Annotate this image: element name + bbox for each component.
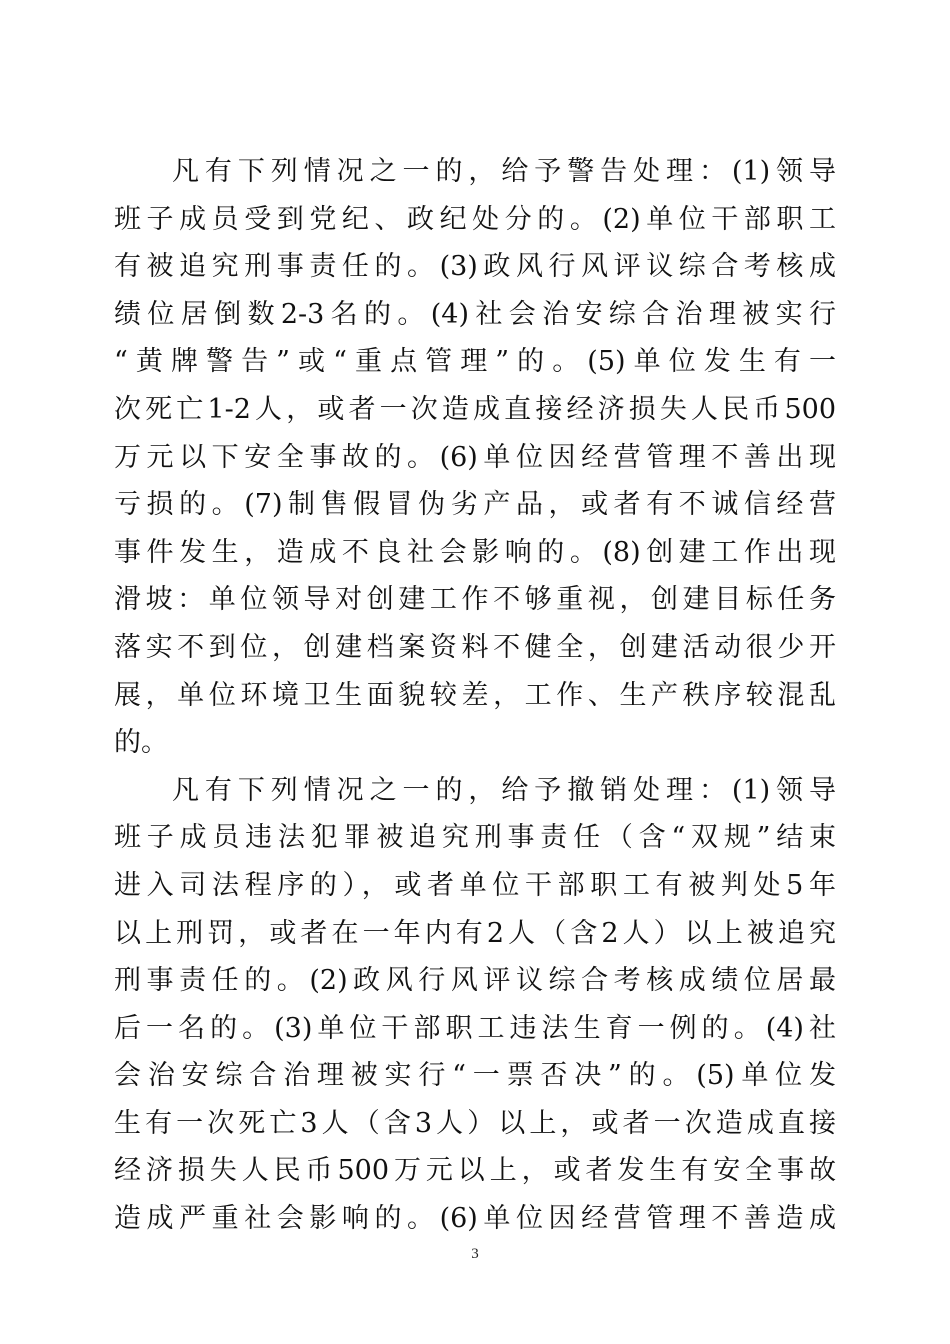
paragraph-revocation <box>114 767 836 1243</box>
text-line: 亏损的。(7)制售假冒伪劣产品，或者有不诚信经营 <box>114 489 836 521</box>
text-line: 的。 <box>114 727 168 759</box>
text-line: 有被追究刑事责任的。(3)政风行风评议综合考核成 <box>114 251 836 283</box>
text-line: 凡有下列情况之一的，给予警告处理：(1)领导 <box>172 156 836 187</box>
text-line: 班子成员受到党纪、政纪处分的。(2)单位干部职工 <box>114 203 836 235</box>
text-line: 刑事责任的。(2)政风行风评议综合考核成绩位居最 <box>114 965 836 997</box>
text-line: 绩位居倒数2-3名的。(4)社会治安综合治理被实行 <box>114 298 836 330</box>
text-line: 后一名的。(3)单位干部职工违法生育一例的。(4)社 <box>114 1012 836 1044</box>
text-line: 事件发生，造成不良社会影响的。(8)创建工作出现 <box>114 536 836 568</box>
text-line: 以上刑罚，或者在一年内有2人（含2人）以上被追究 <box>114 917 836 949</box>
text-line: 滑坡：单位领导对创建工作不够重视，创建目标任务 <box>114 584 836 616</box>
text-line: 进入司法程序的），或者单位干部职工有被判处5年 <box>114 869 836 901</box>
paragraph-warning <box>114 148 836 767</box>
text-line: 班子成员违法犯罪被追究刑事责任（含“双规”结束 <box>114 822 836 854</box>
text-line: “黄牌警告”或“重点管理”的。(5)单位发生有一 <box>114 346 836 378</box>
text-line: 次死亡1-2人，或者一次造成直接经济损失人民币500 <box>114 393 836 425</box>
body-text <box>114 148 836 1243</box>
text-line: 会治安综合治理被实行“一票否决”的。(5)单位发 <box>114 1060 836 1092</box>
text-line: 展，单位环境卫生面貌较差，工作、生产秩序较混乱 <box>114 679 836 711</box>
text-line: 生有一次死亡3人（含3人）以上，或者一次造成直接 <box>114 1107 836 1139</box>
text-line: 万元以下安全事故的。(6)单位因经营管理不善出现 <box>114 441 836 473</box>
text-line: 落实不到位，创建档案资料不健全，创建活动很少开 <box>114 631 836 663</box>
text-line: 经济损失人民币500万元以上，或者发生有安全事故 <box>114 1155 836 1187</box>
page-number: 3 <box>471 1246 479 1262</box>
text-line: 凡有下列情况之一的，给予撤销处理：(1)领导 <box>172 774 836 806</box>
text-line: 造成严重社会影响的。(6)单位因经营管理不善造成 <box>114 1203 836 1235</box>
